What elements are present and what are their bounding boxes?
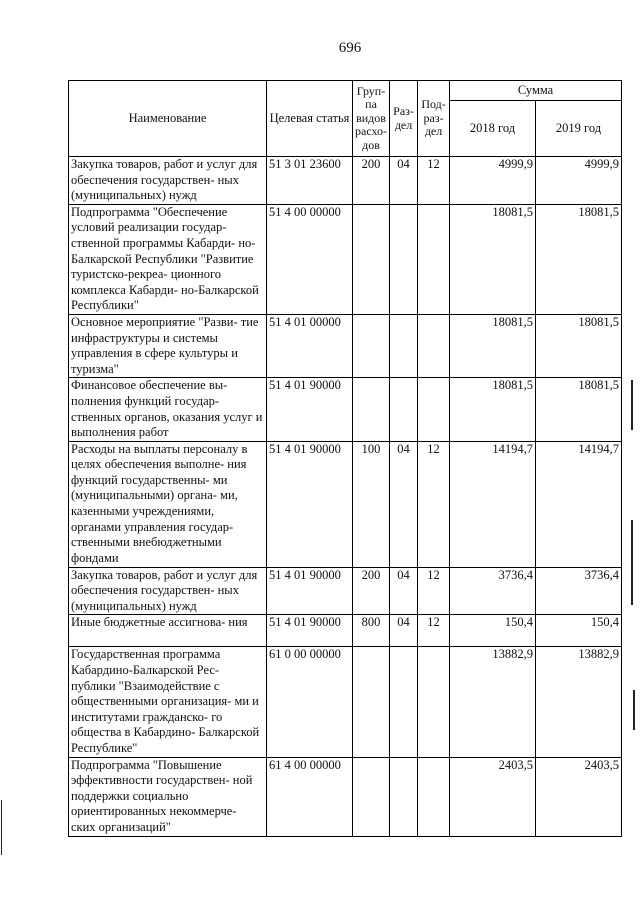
row-name: Расходы на выплаты персоналу в целях обеспечения выполне- ния функций государственны- ми (муниципальными) органа- ми, казенными учреждениями, органами управления государ- ственными внебюджетными фондами: [69, 441, 267, 567]
row-subsection: [418, 314, 450, 377]
row-sum-2018: 4999,9: [450, 157, 536, 205]
row-target-code: 51 4 01 90000: [267, 378, 353, 441]
header-subsection: Под- раз- дел: [418, 81, 450, 157]
row-section: 04: [390, 567, 418, 615]
scan-edge-mark: [631, 520, 633, 605]
row-name: Основное мероприятие "Разви- тие инфраструктуры и системы управления в сфере культуры и туризма": [69, 314, 267, 377]
header-year-2019: 2019 год: [536, 101, 622, 157]
row-sum-2018: 150,4: [450, 615, 536, 647]
row-name: Подпрограмма "Обеспечение условий реализации государ- ственной программы Кабарди- но-Балкарской Республики "Развитие туристско-рекреа- ционного комплекса Кабарди- но-Балкарской Республики": [69, 204, 267, 314]
row-section: 04: [390, 157, 418, 205]
table-row: [69, 314, 622, 377]
row-sum-2019: 2403,5: [536, 757, 622, 836]
table-row: [69, 378, 622, 441]
header-sum: Сумма: [450, 81, 622, 101]
row-section: [390, 314, 418, 377]
row-name: Государственная программа Кабардино-Балкарской Рес- публики "Взаимодействие с общественными организация- ми и институтами гражданско- го общества в Кабардино- Балкарской Республике": [69, 647, 267, 757]
table-row: [69, 441, 622, 567]
table-row: [69, 615, 622, 647]
budget-table: [68, 80, 622, 837]
header-year-2018: 2018 год: [450, 101, 536, 157]
row-sum-2019: 18081,5: [536, 314, 622, 377]
row-name: Закупка товаров, работ и услуг для обеспечения государствен- ных (муниципальных) нужд: [69, 567, 267, 615]
table-row: [69, 157, 622, 205]
row-name: Финансовое обеспечение вы- полнения функций государ- ственных органов, оказания услуг и выполнения работ: [69, 378, 267, 441]
row-sum-2019: 18081,5: [536, 378, 622, 441]
row-sum-2018: 18081,5: [450, 204, 536, 314]
table-row: [69, 204, 622, 314]
row-expense-group: [353, 204, 390, 314]
row-target-code: 61 0 00 00000: [267, 647, 353, 757]
row-section: 04: [390, 615, 418, 647]
row-subsection: 12: [418, 441, 450, 567]
row-section: [390, 378, 418, 441]
row-target-code: 51 4 01 90000: [267, 615, 353, 647]
row-target-code: 51 4 01 90000: [267, 567, 353, 615]
row-sum-2018: 13882,9: [450, 647, 536, 757]
row-name: Иные бюджетные ассигнова- ния: [69, 615, 267, 647]
row-name: Закупка товаров, работ и услуг для обеспечения государствен- ных (муниципальных) нужд: [69, 157, 267, 205]
row-sum-2019: 4999,9: [536, 157, 622, 205]
row-target-code: 51 3 01 23600: [267, 157, 353, 205]
row-sum-2019: 3736,4: [536, 567, 622, 615]
row-sum-2019: 13882,9: [536, 647, 622, 757]
scan-edge-mark: [631, 380, 633, 430]
row-target-code: 61 4 00 00000: [267, 757, 353, 836]
row-subsection: 12: [418, 157, 450, 205]
row-expense-group: 200: [353, 567, 390, 615]
row-subsection: [418, 378, 450, 441]
header-group: Груп- па видов расхо- дов: [353, 81, 390, 157]
header-name: Наименование: [69, 81, 267, 157]
row-sum-2019: 150,4: [536, 615, 622, 647]
page-number: 696: [338, 40, 362, 56]
row-expense-group: 200: [353, 157, 390, 205]
row-expense-group: 800: [353, 615, 390, 647]
row-subsection: 12: [418, 615, 450, 647]
scan-edge-mark: [633, 690, 635, 730]
row-subsection: [418, 757, 450, 836]
row-expense-group: [353, 378, 390, 441]
row-expense-group: [353, 647, 390, 757]
row-sum-2019: 18081,5: [536, 204, 622, 314]
table-row: [69, 647, 622, 757]
row-sum-2018: 14194,7: [450, 441, 536, 567]
table-row: [69, 567, 622, 615]
table-row: [69, 757, 622, 836]
row-section: [390, 647, 418, 757]
row-sum-2018: 3736,4: [450, 567, 536, 615]
row-subsection: [418, 204, 450, 314]
row-target-code: 51 4 00 00000: [267, 204, 353, 314]
row-section: [390, 757, 418, 836]
header-target: Целевая статья: [267, 81, 353, 157]
row-section: 04: [390, 441, 418, 567]
header-section: Раз- дел: [390, 81, 418, 157]
row-subsection: [418, 647, 450, 757]
row-name: Подпрограмма "Повышение эффективности государствен- ной поддержки социально ориентированных некоммерче- ских организаций": [69, 757, 267, 836]
scan-edge-mark: [1, 800, 2, 855]
row-sum-2018: 18081,5: [450, 378, 536, 441]
row-sum-2018: 2403,5: [450, 757, 536, 836]
row-target-code: 51 4 01 90000: [267, 441, 353, 567]
row-sum-2019: 14194,7: [536, 441, 622, 567]
row-subsection: 12: [418, 567, 450, 615]
row-expense-group: 100: [353, 441, 390, 567]
row-expense-group: [353, 314, 390, 377]
row-target-code: 51 4 01 00000: [267, 314, 353, 377]
row-section: [390, 204, 418, 314]
row-expense-group: [353, 757, 390, 836]
table-body: [69, 157, 622, 837]
row-sum-2018: 18081,5: [450, 314, 536, 377]
